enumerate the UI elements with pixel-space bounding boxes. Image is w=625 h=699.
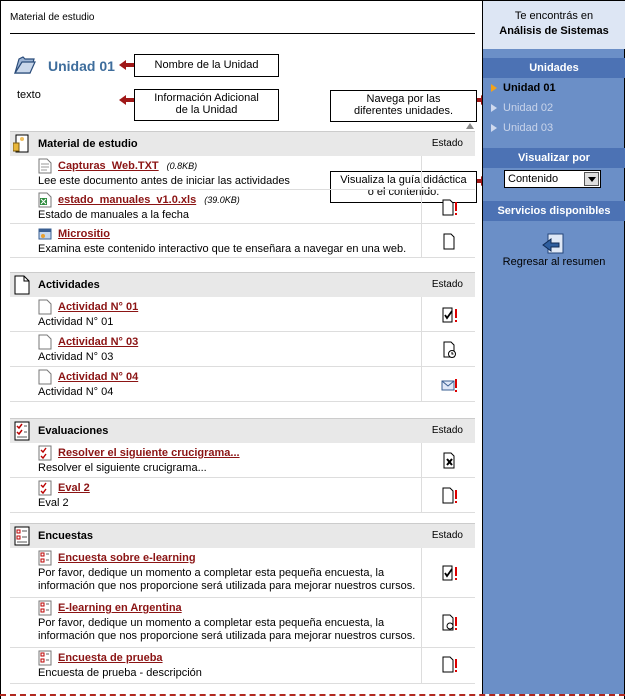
state-column-label: Estado [431,279,463,290]
item-description: Actividad N° 03 [38,351,114,363]
back-arrow-icon[interactable] [540,231,566,257]
item-link-line [38,445,240,461]
view-by-header: Visualizar por [483,148,625,168]
checklist-icon [38,480,52,496]
document-icon [441,233,459,251]
file-size: (39.0KB) [204,195,240,205]
item-description: Resolver el siguiente crucigrama... [38,462,207,474]
callout-line: Navega por las [366,93,441,105]
state-column-label: Estado [431,530,463,541]
section-activities [10,272,475,402]
description-line: Por favor, dedique un momento a completar esta pequeña encuesta, la [38,567,385,579]
sidebar-unit-01[interactable] [491,82,556,94]
item-link-line [38,192,240,208]
item-link[interactable]: Encuesta de prueba [58,652,163,664]
item-description: Encuesta de prueba - descripción [38,667,202,679]
item-link-line [38,334,138,350]
section-header [10,418,475,443]
view-by-select[interactable] [504,170,601,188]
pending-alert-icon [441,199,459,217]
item-link[interactable]: E-learning en Argentina [58,602,182,614]
item-cell [38,156,417,189]
select-value: Contenido [508,173,559,185]
location-label: Te encontrás en [514,10,594,22]
item-link-line [38,480,90,496]
mail-alert-icon [441,376,459,394]
activities-icon [13,275,31,295]
list-item [10,478,475,513]
services-header: Servicios disponibles [483,201,625,221]
item-cell [38,648,417,683]
surveys-icon [13,526,31,546]
section-header [10,272,475,297]
main-content [1,1,482,693]
item-link-line [38,550,196,566]
spreadsheet-file-icon [38,192,52,208]
state-cell [421,648,475,683]
item-cell [38,478,417,512]
list-item [10,367,475,402]
clock-alert-icon [441,614,459,632]
state-column-label: Estado [431,425,463,436]
clock-document-icon [441,341,459,359]
state-cell [421,443,475,477]
folder-icon [13,53,37,77]
list-item [10,156,475,190]
state-column-label: Estado [431,138,463,149]
material-icon [13,134,31,154]
section-header [10,523,475,548]
callout-unit-name: Nombre de la Unidad [134,54,279,77]
chevron-down-icon[interactable] [584,172,599,186]
page-icon [38,369,52,385]
item-link[interactable]: Actividad N° 03 [58,336,139,348]
item-link[interactable]: Eval 2 [58,482,90,494]
state-cell [421,190,475,223]
item-description [38,567,415,593]
item-description [38,617,415,643]
item-cell [38,224,417,257]
description-line: Por favor, dedique un momento a completar esta pequeña encuesta, la [38,617,385,629]
state-cell [421,156,475,189]
item-cell [38,190,417,223]
unit-info-text: texto [17,89,41,101]
bottom-border [0,694,625,696]
item-cell [38,367,417,401]
list-item [10,443,475,478]
item-link-line [38,650,163,666]
description-line: información que nos proporcione será utilizada para mejorar nuestros cursos. [38,630,416,642]
section-title: Evaluaciones [38,425,109,437]
units-header: Unidades [483,58,625,78]
microsite-icon [38,226,52,242]
survey-form-icon [38,600,52,616]
page-icon [38,334,52,350]
unit-title: Unidad 01 [48,58,115,74]
list-item [10,332,475,367]
survey-form-icon [38,550,52,566]
callout-line: o el contenido. [367,186,440,198]
section-material [10,131,475,258]
unit-marker-icon [491,124,497,132]
scroll-up-icon[interactable] [466,123,474,129]
checklist-icon [38,445,52,461]
page-icon [38,299,52,315]
item-description: Estado de manuales a la fecha [38,209,190,221]
item-link-line [38,158,197,174]
callout-line: Información Adicional [154,92,259,104]
file-size: (0.8KB) [166,161,198,171]
unit-label: Unidad 01 [503,82,556,94]
item-cell [38,297,417,331]
breadcrumb: Material de estudio [10,12,95,23]
item-link-line [38,299,138,315]
state-cell [421,367,475,401]
survey-form-icon [38,650,52,666]
section-title: Actividades [38,279,100,291]
unit-marker-icon [491,104,497,112]
callout-arrow [119,60,126,70]
item-description: Lee este documento antes de iniciar las actividades [38,175,290,187]
item-description: Actividad N° 01 [38,316,114,328]
pending-alert-icon [441,487,459,505]
state-cell [421,297,475,331]
callout-extra-info [134,89,279,121]
failed-document-icon [441,452,459,470]
item-link[interactable]: Actividad N° 04 [58,371,139,383]
section-surveys [10,523,475,684]
text-file-icon [38,158,52,174]
list-item [10,297,475,332]
unit-marker-icon [491,84,497,92]
item-cell [38,332,417,366]
list-item [10,648,475,684]
state-cell [421,598,475,647]
section-header [10,131,475,156]
location-panel [483,1,625,49]
item-description: Examina este contenido interactivo que te enseñara a navegar en una web. [38,243,407,255]
item-cell [38,443,417,477]
state-cell [421,478,475,512]
callout-line: de la Unidad [175,104,238,116]
item-description: Actividad N° 04 [38,386,114,398]
list-item [10,190,475,224]
item-link[interactable]: Capturas_Web.TXT [58,160,159,172]
sidebar-unit-02[interactable] [491,102,553,114]
unit-label: Unidad 03 [503,122,554,134]
state-cell [421,332,475,366]
breadcrumb-divider [10,33,475,34]
pending-alert-icon [441,656,459,674]
sidebar [482,1,624,694]
checked-alert-icon [441,306,459,324]
sidebar-unit-03[interactable] [491,122,553,134]
item-link[interactable]: Actividad N° 01 [58,301,139,313]
item-link-line [38,369,138,385]
section-evaluations [10,418,475,513]
section-title: Encuestas [38,530,94,542]
state-cell [421,224,475,257]
item-cell [38,548,417,597]
state-cell [421,548,475,597]
back-to-summary-link[interactable]: Regresar al resumen [502,256,606,268]
item-link-line [38,600,182,616]
item-cell [38,598,417,647]
unit-label: Unidad 02 [503,102,554,114]
list-item [10,598,475,648]
item-link[interactable]: Resolver el siguiente crucigrama... [58,447,240,459]
callout-arrow [119,95,126,105]
description-line: información que nos proporcione será utilizada para mejorar nuestros cursos. [38,580,416,592]
list-item [10,548,475,598]
course-name: Análisis de Sistemas [499,25,609,37]
evaluations-icon [13,421,31,441]
list-item [10,224,475,258]
item-link[interactable]: estado_manuales_v1.0.xls [58,194,197,206]
item-link-line [38,226,110,242]
callout-line: diferentes unidades. [353,105,454,117]
section-title: Material de estudio [38,138,138,150]
checked-alert-icon [441,564,459,582]
callout-navigate-units [330,90,477,122]
item-link[interactable]: Micrositio [58,228,110,240]
item-link[interactable]: Encuesta sobre e-learning [58,552,196,564]
item-description: Eval 2 [38,497,69,509]
callout-line: Visualiza la guía didáctica [340,174,467,186]
